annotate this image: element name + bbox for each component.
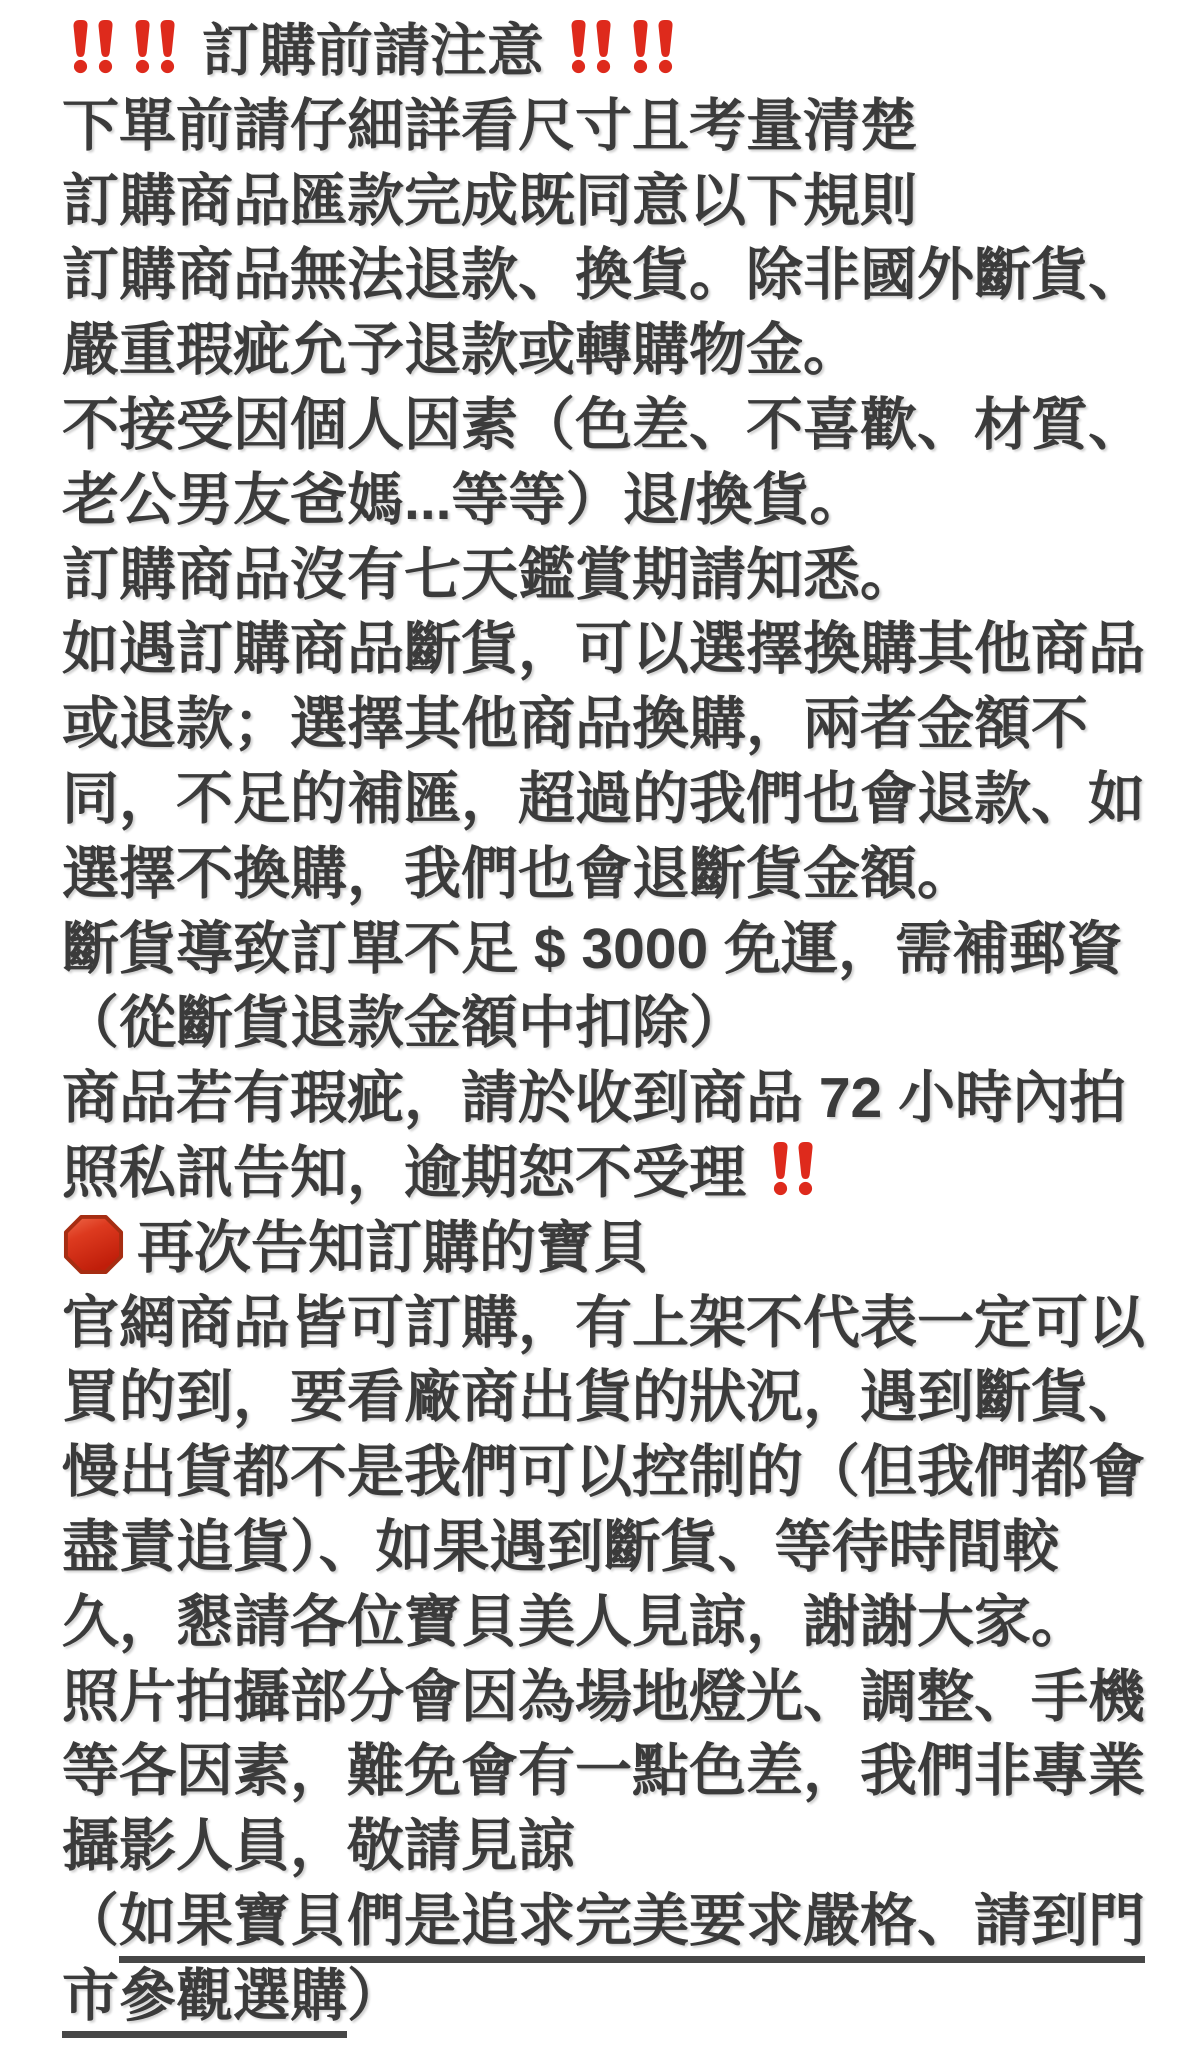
notice-text: 慢出貨都不是我們可以控制的（但我們都會 (62, 1440, 1145, 1505)
notice-line (62, 313, 1170, 388)
notice-text: 同，不足的補匯，超過的我們也會退款、如 (62, 766, 1145, 831)
notice-line (62, 1585, 1170, 1660)
notice-line (62, 1884, 1170, 1959)
notice-line (62, 1360, 1170, 1435)
notice-line (62, 89, 1170, 164)
notice-line (62, 762, 1170, 837)
notice-text: （ (62, 1888, 119, 1953)
notice-line (62, 1061, 1170, 1136)
notice-text: 訂購商品無法退款、換貨。除非國外斷貨、 (62, 243, 1145, 308)
notice-text: 盡責追貨）、如果遇到斷貨、等待時間較 (62, 1514, 1060, 1579)
notice-text: 斷貨導致訂單不足 $ 3000 免運，需補郵資 (62, 916, 1124, 981)
notice-line (62, 388, 1170, 463)
double-exclamation-icon (67, 14, 119, 89)
notice-text: 再次告知訂購的寶貝 (137, 1215, 650, 1280)
notice-line (62, 1435, 1170, 1510)
notice-text: 商品若有瑕疵，請於收到商品 72 小時內拍 (62, 1066, 1127, 1131)
notice-line (62, 14, 1170, 89)
notice-line (62, 538, 1170, 613)
notice-line (62, 687, 1170, 762)
notice-line (62, 1734, 1170, 1809)
notice-text: 照私訊告知，逾期恕不受理 (62, 1140, 762, 1205)
double-exclamation-icon (129, 14, 181, 89)
notice-line (62, 1286, 1170, 1361)
notice-text: 或退款；選擇其他商品換購，兩者金額不 (62, 692, 1088, 757)
notice-line (62, 986, 1170, 1061)
double-exclamation-icon (767, 1136, 819, 1211)
notice-text: 訂購商品沒有七天鑑賞期請知悉。 (62, 542, 917, 607)
notice-text: 訂購前請注意 (186, 19, 560, 83)
double-exclamation-icon (627, 14, 679, 89)
double-exclamation-icon (565, 14, 617, 89)
notice-text: 官網商品皆可訂購，有上架不代表一定可以 (62, 1290, 1145, 1355)
notice-text: 選擇不換購，我們也會退斷貨金額。 (62, 841, 974, 906)
notice-line (62, 612, 1170, 687)
notice-line (62, 1660, 1170, 1735)
notice-line (62, 238, 1170, 313)
notice-line (62, 1211, 1170, 1286)
notice-text: 下單前請仔細詳看尺寸且考量清楚 (62, 93, 917, 158)
notice-text: 如遇訂購商品斷貨，可以選擇換購其他商品 (62, 617, 1145, 682)
notice-text: 老公男友爸媽...等等）退/換貨。 (62, 467, 867, 532)
notice-text: 照片拍攝部分會因為場地燈光、調整、手機 (62, 1664, 1145, 1729)
notice-line (62, 1510, 1170, 1585)
underlined-text: 市參觀選購 (62, 1964, 347, 2038)
notice-text: 嚴重瑕疵允予退款或轉購物金。 (62, 318, 860, 383)
notice-text: 攝影人員，敬請見諒 (62, 1814, 575, 1879)
notice-text: 等各因素，難免會有一點色差，我們非專業 (62, 1739, 1145, 1804)
notice-line (62, 1136, 1170, 1211)
notice-line (62, 1809, 1170, 1884)
notice-line (62, 912, 1170, 987)
notice-lines (62, 14, 1170, 2034)
notice-text: 久，懇請各位寶貝美人見諒，謝謝大家。 (62, 1589, 1088, 1654)
notice-text: ） (347, 1963, 404, 2028)
notice-text: （從斷貨退款金額中扣除） (62, 991, 746, 1056)
notice-line (62, 1959, 1170, 2034)
stop-sign-icon (62, 1211, 125, 1286)
notice-text: 訂購商品匯款完成既同意以下規則 (62, 168, 917, 233)
notice-text: 買的到，要看廠商出貨的狀況，遇到斷貨、 (62, 1365, 1145, 1430)
underlined-text: 如果寶貝們是追求完美要求嚴格、請到門 (119, 1889, 1145, 1963)
notice-line (62, 463, 1170, 538)
notice-line (62, 837, 1170, 912)
notice-line (62, 164, 1170, 239)
notice-text: 不接受因個人因素（色差、不喜歡、材質、 (62, 392, 1145, 457)
